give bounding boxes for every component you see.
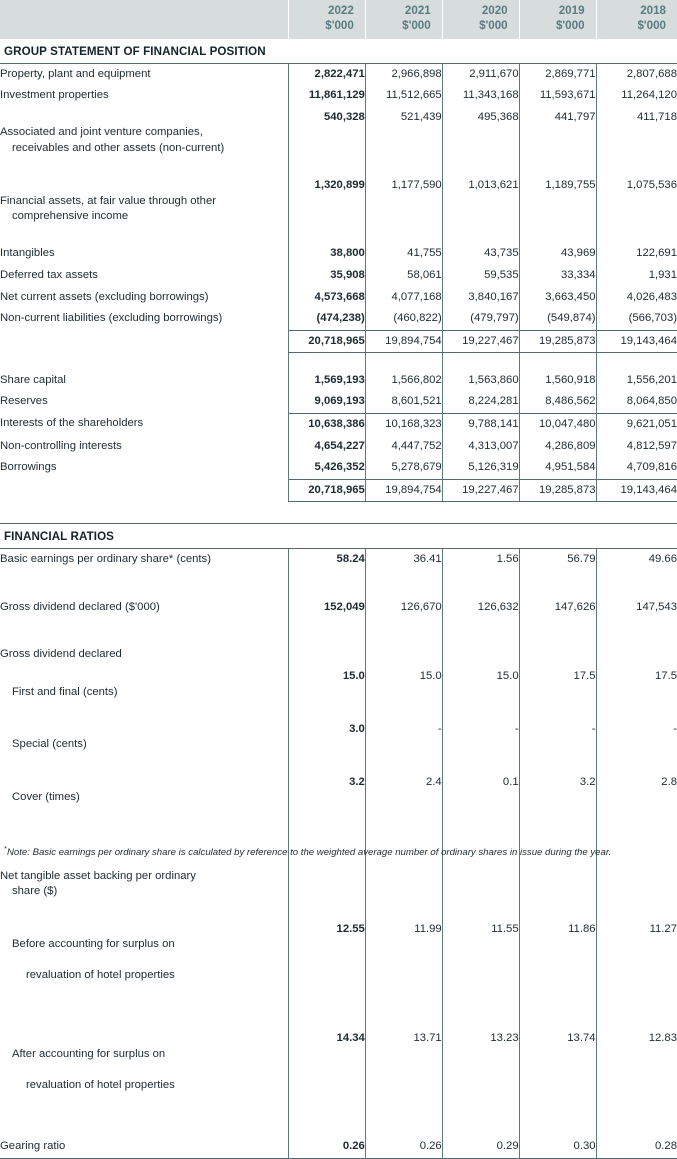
cell-value: 8,064,850 [596, 391, 677, 413]
cell-value: 441,797 [519, 107, 596, 175]
column-header-2020 [442, 0, 519, 39]
cell-value: 2,911,670 [442, 64, 519, 86]
column-year: 2020 [481, 4, 508, 17]
cell-value: 8,224,281 [442, 391, 519, 413]
footnote-marker: * [4, 844, 7, 853]
row-label [0, 719, 288, 772]
cell-value: 43,969 [519, 243, 596, 265]
cell-value: 2.8 [596, 772, 677, 825]
cell-value: 59,535 [442, 265, 519, 287]
column-year: 2019 [558, 4, 585, 17]
cell-value: 19,143,464 [596, 330, 677, 353]
column-header-2021 [365, 0, 442, 39]
row-label: Property, plant and equipment [0, 64, 288, 86]
cell-value: 11,264,120 [596, 85, 677, 107]
cell-value: - [596, 719, 677, 772]
cell-value: 4,447,752 [365, 436, 442, 458]
cell-value: 0.28 [596, 1136, 677, 1158]
cell-value: 126,670 [365, 597, 442, 619]
section-title: FINANCIAL RATIOS [0, 524, 677, 549]
spacer [0, 571, 677, 597]
row-label-line2: share ($) [12, 885, 58, 898]
cell-value: 1,556,201 [596, 370, 677, 392]
cell-value: 33,334 [519, 265, 596, 287]
spacer [0, 618, 677, 644]
section-title: GROUP STATEMENT OF FINANCIAL POSITION [0, 39, 677, 64]
cell-value: 1,075,536 [596, 175, 677, 243]
cell-value: 19,894,754 [365, 479, 442, 502]
cell-value: 0.30 [519, 1136, 596, 1158]
cell-value: 58.24 [288, 549, 365, 571]
row-label [0, 772, 288, 825]
table-row [0, 1028, 677, 1112]
cell-value: 4,812,597 [596, 436, 677, 458]
cell-value: 36.41 [365, 549, 442, 571]
cell-value: 11.86 [519, 919, 596, 1003]
cell-value: 4,709,816 [596, 457, 677, 479]
table-row [0, 719, 677, 772]
cell-value: 9,621,051 [596, 413, 677, 435]
cell-value: 122,691 [596, 243, 677, 265]
cell-value: 1,013,621 [442, 175, 519, 243]
column-unit: $'000 [555, 18, 585, 32]
row-label-line1: Financial assets, at fair value through other [0, 194, 217, 207]
cell-value: 1.56 [442, 549, 519, 571]
cell-value: (474,238) [288, 308, 365, 330]
column-header-2019 [519, 0, 596, 39]
row-label: Borrowings [0, 457, 288, 479]
cell-value: 5,126,319 [442, 457, 519, 479]
footnote [4, 843, 669, 860]
section-heading-financial-position [0, 39, 677, 64]
table-row [0, 549, 677, 571]
cell-value: 1,569,193 [288, 370, 365, 392]
cell-value: 13.71 [365, 1028, 442, 1112]
row-label-line1: After accounting for surplus on [12, 1048, 166, 1061]
cell-value: 19,285,873 [519, 479, 596, 502]
cell-value: (479,797) [442, 308, 519, 330]
table-row [0, 370, 677, 392]
cell-value: 11,512,665 [365, 85, 442, 107]
cell-value: 19,143,464 [596, 479, 677, 502]
row-label [0, 107, 288, 175]
spacer [0, 1002, 677, 1028]
cell-value: 1,189,755 [519, 175, 596, 243]
cell-value: (549,874) [519, 308, 596, 330]
cell-value: 4,026,483 [596, 287, 677, 309]
cell-value: 2,822,471 [288, 64, 365, 86]
subtotal-row-shareholder-interests [0, 413, 677, 435]
spacer [0, 353, 677, 370]
cell-value: 11,861,129 [288, 85, 365, 107]
cell-value: 4,654,227 [288, 436, 365, 458]
row-label: Gross dividend declared ($'000) [0, 597, 288, 619]
column-year: 2022 [328, 4, 354, 17]
cell-value: 4,573,668 [288, 287, 365, 309]
cell-value: 17.5 [519, 666, 596, 719]
cell-value: 5,278,679 [365, 457, 442, 479]
table-row [0, 308, 677, 330]
cell-value: 13.23 [442, 1028, 519, 1112]
cell-value: 12.55 [288, 919, 365, 1003]
cell-value: 2,966,898 [365, 64, 442, 86]
column-unit: $'000 [325, 18, 354, 32]
row-label-line1: Net tangible asset backing per ordinary [0, 869, 196, 882]
cell-value: 43,735 [442, 243, 519, 265]
cell-value: 17.5 [596, 666, 677, 719]
table-row [0, 457, 677, 479]
cell-value: 2,807,688 [596, 64, 677, 86]
table-row [0, 772, 677, 825]
cell-value: 0.26 [365, 1136, 442, 1158]
cell-value: 495,368 [442, 107, 519, 175]
cell-value: 147,626 [519, 597, 596, 619]
table-row [0, 107, 677, 175]
cell-value: 11.27 [596, 919, 677, 1003]
row-label: Gross dividend declared [0, 644, 288, 666]
column-header-2018 [596, 0, 677, 39]
column-header-2022 [288, 0, 365, 39]
cell-value: 1,566,802 [365, 370, 442, 392]
table-header-row [0, 0, 677, 39]
footnote-text: Note: Basic earnings per ordinary share is calculated by reference to the weighted average number of ordinary shares in issue during the year. [6, 847, 612, 859]
cell-value: 411,718 [596, 107, 677, 175]
cell-value: 11,593,671 [519, 85, 596, 107]
row-label [0, 1028, 288, 1112]
cell-value: 10,047,480 [519, 413, 596, 435]
row-label-line2: comprehensive income [12, 210, 129, 223]
cell-value: 521,439 [365, 107, 442, 175]
table-row [0, 391, 677, 413]
column-year: 2021 [404, 4, 431, 17]
row-label [0, 666, 288, 719]
row-label-line2: revaluation of hotel properties [26, 1079, 175, 1092]
row-label: Reserves [0, 391, 288, 413]
cell-value: 14.34 [288, 1028, 365, 1112]
table-row [0, 666, 677, 719]
cell-value: - [442, 719, 519, 772]
row-label: Share capital [0, 370, 288, 392]
table-row [0, 919, 677, 1003]
table-row [0, 175, 677, 243]
cell-value: 1,177,590 [365, 175, 442, 243]
cell-value: 1,560,918 [519, 370, 596, 392]
cell-value: 15.0 [288, 666, 365, 719]
cell-value: 1,931 [596, 265, 677, 287]
cell-value: 3,840,167 [442, 287, 519, 309]
cell-value: 35,908 [288, 265, 365, 287]
cell-value: 5,426,352 [288, 457, 365, 479]
cell-value: 15.0 [442, 666, 519, 719]
cell-value: 58,061 [365, 265, 442, 287]
cell-value: - [365, 719, 442, 772]
column-unit: $'000 [637, 18, 666, 32]
row-label [0, 850, 288, 918]
cell-value: 41,755 [365, 243, 442, 265]
table-row [0, 287, 677, 309]
cell-value: 19,227,467 [442, 330, 519, 353]
table-row [0, 597, 677, 619]
cell-value: 0.1 [442, 772, 519, 825]
row-label-line1: Associated and joint venture companies, [0, 126, 203, 139]
cell-value: 15.0 [365, 666, 442, 719]
cell-value: 9,069,193 [288, 391, 365, 413]
table-row-group-label [0, 850, 677, 918]
cell-value: 4,077,168 [365, 287, 442, 309]
cell-value: 49.66 [596, 549, 677, 571]
row-label: Deferred tax assets [0, 265, 288, 287]
row-label [0, 479, 288, 502]
header-blank-cell [0, 0, 288, 39]
column-unit: $'000 [402, 18, 431, 32]
table-row [0, 1136, 677, 1158]
table-row [0, 64, 677, 86]
cell-value: 19,227,467 [442, 479, 519, 502]
cell-value: 10,168,323 [365, 413, 442, 435]
cell-value: 2,869,771 [519, 64, 596, 86]
cell-value: 20,718,965 [288, 479, 365, 502]
cell-value: 0.29 [442, 1136, 519, 1158]
column-unit: $'000 [479, 18, 508, 32]
row-label-text: First and final (cents) [12, 685, 118, 698]
cell-value: (460,822) [365, 308, 442, 330]
cell-value: 147,543 [596, 597, 677, 619]
cell-value: 3.2 [288, 772, 365, 825]
cell-value: 20,718,965 [288, 330, 365, 353]
section-gap [0, 502, 677, 524]
row-label-line2: receivables and other assets (non-current) [12, 141, 225, 154]
spacer [0, 1112, 677, 1136]
cell-value: - [519, 719, 596, 772]
cell-value: 19,894,754 [365, 330, 442, 353]
table-row [0, 243, 677, 265]
cell-value: (566,703) [596, 308, 677, 330]
section-heading-financial-ratios [0, 524, 677, 549]
cell-value: 2.4 [365, 772, 442, 825]
column-year: 2018 [640, 4, 666, 17]
cell-value: 38,800 [288, 243, 365, 265]
row-label [0, 330, 288, 353]
row-label-line2: revaluation of hotel properties [26, 969, 175, 982]
cell-value: 11.99 [365, 919, 442, 1003]
table-row-group-label [0, 644, 677, 666]
row-label-line1: Before accounting for surplus on [12, 938, 175, 951]
row-label: Non-current liabilities (excluding borrowings) [0, 308, 288, 330]
cell-value: 19,285,873 [519, 330, 596, 353]
cell-value: 56.79 [519, 549, 596, 571]
cell-value: 540,328 [288, 107, 365, 175]
row-label: Intangibles [0, 243, 288, 265]
cell-value: 1,563,860 [442, 370, 519, 392]
row-label: Investment properties [0, 85, 288, 107]
row-label [0, 919, 288, 1003]
cell-value: 11,343,168 [442, 85, 519, 107]
cell-value: 8,486,562 [519, 391, 596, 413]
cell-value: 4,951,584 [519, 457, 596, 479]
cell-value: 12.83 [596, 1028, 677, 1112]
subtotal-row-total-equity [0, 479, 677, 502]
row-label: Net current assets (excluding borrowings) [0, 287, 288, 309]
cell-value: 4,313,007 [442, 436, 519, 458]
cell-value: 4,286,809 [519, 436, 596, 458]
cell-value: 152,049 [288, 597, 365, 619]
cell-value: 3,663,450 [519, 287, 596, 309]
cell-value: 11.55 [442, 919, 519, 1003]
row-label: Non-controlling interests [0, 436, 288, 458]
cell-value: 8,601,521 [365, 391, 442, 413]
cell-value: 13.74 [519, 1028, 596, 1112]
cell-value: 126,632 [442, 597, 519, 619]
row-label-text: Special (cents) [12, 738, 87, 751]
table-row [0, 265, 677, 287]
row-label [0, 175, 288, 243]
cell-value: 1,320,899 [288, 175, 365, 243]
table-row [0, 436, 677, 458]
row-label: Basic earnings per ordinary share* (cents) [0, 549, 288, 571]
cell-value: 10,638,386 [288, 413, 365, 435]
subtotal-row-total-assets [0, 330, 677, 353]
cell-value: 0.26 [288, 1136, 365, 1158]
row-label: Interests of the shareholders [0, 413, 288, 435]
row-label: Gearing ratio [0, 1136, 288, 1158]
table-row [0, 85, 677, 107]
cell-value: 9,788,141 [442, 413, 519, 435]
cell-value: 3.0 [288, 719, 365, 772]
row-label-text: Cover (times) [12, 791, 80, 804]
cell-value: 3.2 [519, 772, 596, 825]
